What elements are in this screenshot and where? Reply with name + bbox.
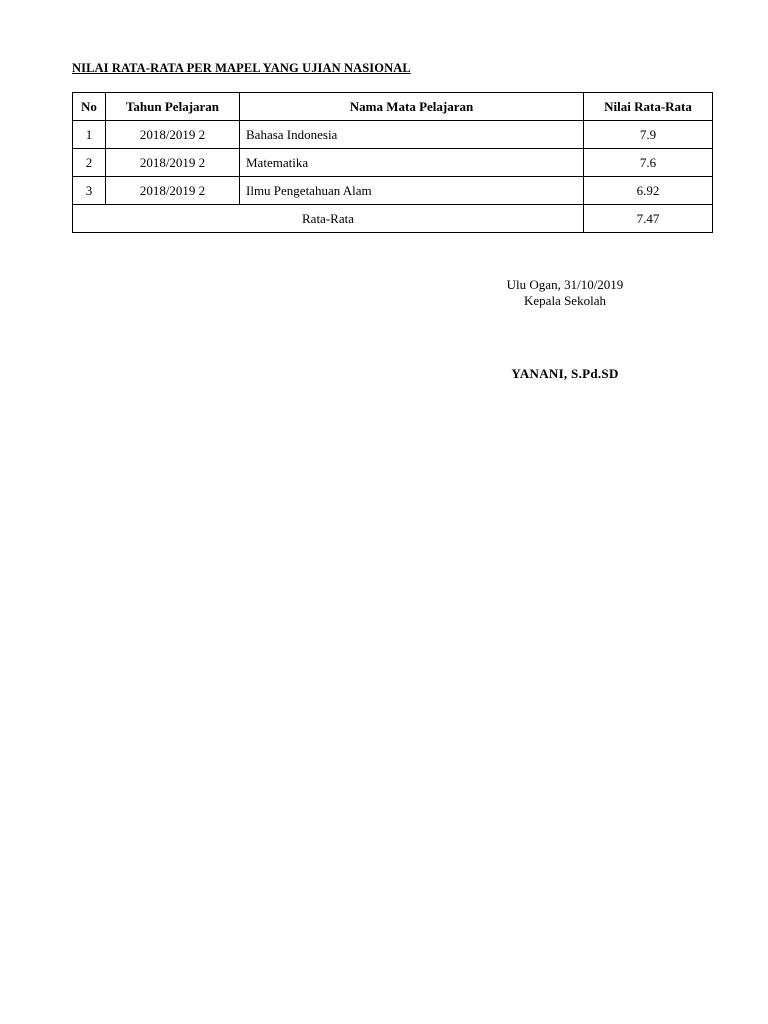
table-row [73,149,713,177]
signature-block [470,277,660,309]
cell-score: 6.92 [584,177,713,205]
signer-name: YANANI, S.Pd.SD [511,366,619,381]
table-row [73,121,713,149]
document-title: NILAI RATA-RATA PER MAPEL YANG UJIAN NASIONAL [72,61,411,75]
cell-no: 2 [73,149,106,177]
place-date: Ulu Ogan, 31/10/2019 [506,277,624,292]
cell-year: 2018/2019 2 [106,121,240,149]
cell-score: 7.9 [584,121,713,149]
average-value: 7.47 [584,205,713,233]
cell-no: 3 [73,177,106,205]
cell-year: 2018/2019 2 [106,149,240,177]
signer-position: Kepala Sekolah [524,293,606,308]
score-table [72,92,713,233]
cell-subject: Matematika [240,149,584,177]
cell-subject: Bahasa Indonesia [240,121,584,149]
header-nama-mata-pelajaran: Nama Mata Pelajaran [240,93,584,121]
table-footer-row [73,205,713,233]
cell-no: 1 [73,121,106,149]
header-no: No [73,93,106,121]
cell-subject: Ilmu Pengetahuan Alam [240,177,584,205]
cell-score: 7.6 [584,149,713,177]
header-tahun-pelajaran: Tahun Pelajaran [106,93,240,121]
cell-year: 2018/2019 2 [106,177,240,205]
header-nilai-rata-rata: Nilai Rata-Rata [584,93,713,121]
table-header-row [73,93,713,121]
table-row [73,177,713,205]
average-label: Rata-Rata [73,205,584,233]
